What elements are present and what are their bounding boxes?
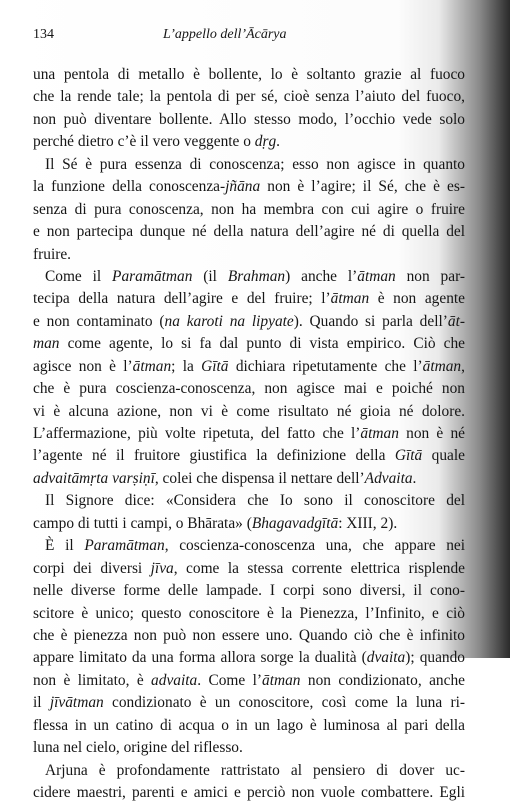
italic-term: Bhagavadgītā [251,514,339,532]
text-segment: che la rende tale; la pentola di per sé, cioè senza l’aiuto del fuoco, [33,88,465,106]
text-line [33,782,465,804]
text-line [33,244,465,266]
text-segment: condizionato è un conoscitore, così come la luna ri- [103,694,465,712]
italic-term: Gītā [394,447,423,465]
text-segment: appare limitato da una forma allora sorge la dualità ( [33,649,367,667]
text-line [33,401,465,423]
text-line [33,760,465,782]
text-line [33,603,465,625]
text-segment: la funzione della conoscenza- [33,178,226,196]
text-line [33,580,465,602]
text-segment: Arjuna è profondamente rattristato al pensiero di dover uc- [45,761,465,779]
text-segment: l’agente né il fruitore giustifica la definizione della [33,447,395,465]
text-line [33,692,465,714]
text-segment: non è limitato, è [33,671,152,689]
italic-term: dṛg [254,133,277,151]
italic-term: ātman [132,357,172,375]
text-segment: nelle diverse forme delle lampade. I corpi sono diversi, il cono- [33,582,465,600]
text-line [33,288,465,310]
text-segment: è non agente [369,290,465,308]
text-line [33,64,465,86]
italic-term: āt- [447,312,465,330]
text-line [33,109,465,131]
text-segment: che è pienezza non può non essere uno. Quando ciò che è infinito [33,626,465,644]
text-line [33,356,465,378]
text-segment: L’affermazione, più volte ripetuta, del fatto che l’ [33,425,361,442]
text-segment: dichiara ripetutamente che l’ [228,357,423,375]
text-segment: e non partecipa dunque né della natura dell’agire né di quella del [33,223,465,241]
text-segment: e non contaminato ( [33,312,165,330]
text-segment: ); quando [405,649,465,667]
text-segment: non condizionato, anche [300,671,465,689]
italic-term: ātman [330,290,370,308]
text-segment: , colei che dispensa il nettare dell’ [154,469,365,487]
text-segment: Il Signore dice: «Considera che Io sono il conoscitore del [45,492,465,510]
text-segment: cidere maestri, parenti e amici e perciò non vuole combattere. Egli [33,784,465,801]
text-segment: : XIII, 2). [338,514,398,532]
text-line [33,535,465,557]
italic-term: Paramātman [84,537,165,555]
text-line [33,199,465,221]
text-line [33,468,465,490]
text-segment: corpi dei diversi [33,559,151,577]
text-segment: ). Quando si parla dell’ [293,312,448,330]
text-line [33,86,465,108]
text-line [33,737,465,759]
page-number: 134 [33,27,54,42]
text-line [33,311,465,333]
italic-term: man [33,335,60,353]
italic-term: jīvātman [49,694,104,712]
italic-term: Advaita [364,469,413,487]
page-header [33,27,455,47]
text-line [33,715,465,737]
text-line [33,154,465,176]
text-segment: perché dietro c’è il vero veggente o [33,133,255,151]
text-line [33,221,465,243]
italic-term: advaita [151,671,198,689]
italic-term: Brahman [227,267,286,285]
text-line [33,647,465,669]
text-segment: ; la [171,357,202,375]
italic-term: Gītā [201,357,229,375]
running-title: L’appello dell’Ācārya [163,27,287,42]
text-segment: senza di pura conoscenza, non ha membra con cui agire o fruire [33,200,465,218]
text-segment: . Come l’ [197,671,263,689]
text-line [33,423,465,445]
text-segment: non par- [395,267,466,285]
text-segment: come agente, lo si fa dal punto di vista empirico. Ciò che [59,335,465,353]
italic-term: jñāna [225,178,261,196]
text-line [33,490,465,512]
italic-term: na karoti na lipyate [164,312,294,330]
text-segment: una pentola di metallo è bollente, lo è soltanto grazie al fuoco [33,66,465,83]
text-segment: che è pura coscienza-conoscenza, non agisce mai e poiché non [33,380,465,398]
text-segment: flessa in un catino di acqua o in un lago è luminosa al pari della [33,716,465,734]
text-line [33,378,465,400]
text-segment: . [276,133,281,151]
text-segment: agisce non è l’ [33,357,133,375]
italic-term: ātman [357,267,396,285]
text-line [33,445,465,467]
text-segment: scitore è unico; questo conoscitore è la Pienezza, l’Infinito, e ciò [33,604,465,622]
body-text [33,64,465,804]
text-segment: fruire. [33,245,72,263]
italic-term: ātman [262,671,301,689]
text-segment: non è l’agire; il Sé, che è es- [260,178,465,196]
text-line [33,670,465,692]
italic-term: ātman [360,425,399,442]
italic-term: Paramātman [112,267,193,285]
text-segment: (il [192,267,228,285]
text-segment: . [412,469,417,487]
text-segment: non può diventare bollente. Allo stesso modo, l’occhio vede solo [33,110,465,128]
text-line [33,513,465,535]
text-segment: È il [45,537,85,555]
text-line [33,625,465,647]
text-line [33,176,465,198]
text-segment: , coscienza-conoscenza una, che appare nei [164,537,466,555]
italic-term: ātman [422,357,462,375]
text-segment: ) anche l’ [285,267,358,285]
text-segment: luna nel cielo, origine del riflesso. [33,739,243,757]
text-segment: non è né [398,425,465,442]
italic-term: dvaita [366,649,406,667]
text-segment: , come la stessa corrente elettrica risplende [173,559,465,577]
text-segment: vi è alcuna azione, non vi è come risultato né gioia né dolore. [33,402,465,420]
text-line [33,558,465,580]
text-segment: Come il [45,267,113,285]
text-line [33,131,465,153]
text-segment: Il Sé è pura essenza di conoscenza; esso non agisce in quanto [45,155,465,173]
text-segment: , [461,357,465,375]
italic-term: jīva [150,559,174,577]
text-segment: quale [422,447,465,465]
text-segment: il [33,694,50,712]
text-segment: campo di tutti i campi, o Bhārata» ( [33,514,252,532]
text-segment: tecipa della natura dell’agire e del fruire; l’ [33,290,331,308]
text-line [33,266,465,288]
italic-term: advaitāmṛta varṣiṇī [33,469,155,487]
text-line [33,333,465,355]
